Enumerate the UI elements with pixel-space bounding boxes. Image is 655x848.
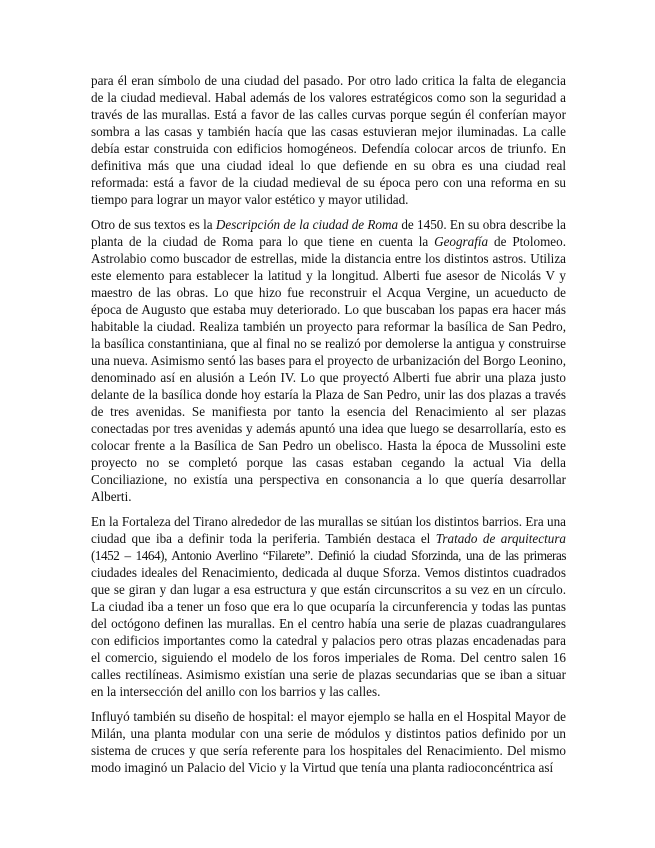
text-run-condensed: (1452 – 1464), Antonio Averlino “Filarete”. Definió la ciudad Sforzinda, una de las primeras [91, 548, 566, 563]
paragraph-1 [91, 72, 566, 208]
document-page [91, 72, 566, 784]
text-run: En la Fortaleza del Tirano alrededor de las murallas se sitúan los distintos barrios. Era una ciudad que iba a definir toda la periferia. También destaca el [91, 514, 566, 546]
italic-title-tratado: Tratado de arquitectura [435, 531, 566, 546]
italic-title-descripcion: Descripción de la ciudad de Roma [215, 217, 399, 232]
text-run: Influyó también su diseño de hospital: el mayor ejemplo se halla en el Hospital Mayor de Milán, una planta modular con una serie de módulos y distintos patios definido por un sistema de cruces y que sería referente para los hospitales del Renacimiento. Del mismo modo imaginó un Palacio del Vicio y la Virtud que tenía una planta radioconcéntrica así [91, 709, 566, 775]
text-run: de Ptolomeo. Astrolabio como buscador de estrellas, mide la distancia entre los distintos astros. Utiliza este elemento para establecer la latitud y la longitud. Alberti fue asesor de Nicolás V y maestro de las obras. Lo que hizo fue reconstruir el Acqua Vergine, un acueducto de época de Augusto que estaba muy deteriorado. Lo que buscaban los papas era hacer más habitable la ciudad. Realiza también un proyecto para reformar la basílica de San Pedro, la basílica constantiniana, que al final no se realizó por demolerse la antigua y construirse una nueva. Asimismo sentó las bases para el proyecto de urbanización del Borgo Leonino, denominado así en alusión a León IV. Lo que proyectó Alberti fue abrir una plaza justo delante de la basílica donde hoy estaría la Plaza de San Pedro, unir las dos plazas a través de tres avenidas. Se manifiesta por tanto la esencia del Renacimiento al ser plazas conectadas por tres avenidas y además apuntó una idea que luego se desarrollaría, esto es colocar frente a la Basílica de San Pedro un obelisco. Hasta la época de Mussolini este proyecto no se completó porque las casas estaban cegando la actual Via della Conciliazione, no existía una perspectiva en consonancia a lo que quería desarrollar Alberti. [91, 234, 566, 504]
text-run: para él eran símbolo de una ciudad del pasado. Por otro lado critica la falta de elegancia de la ciudad medieval. Habal además de los valores estratégicos como son la seguridad a través de las murallas. Está a favor de las calles curvas porque según él conferían mayor sombra a las casas y también hacía que las casas estuvieran mejor iluminadas. La calle debía estar construida con edificios homogéneos. Defendía colocar arcos de triunfo. En definitiva más que una ciudad ideal lo que defiende en su obra es una ciudad real reformada: está a favor de la ciudad medieval de su época pero con una reforma en su tiempo para lograr un mayor valor estético y mayor utilidad. [91, 73, 566, 207]
italic-title-geografia: Geografía [434, 234, 489, 249]
text-run: de 1450. En su obra describe la planta de la ciudad de Roma para lo que tiene en cuenta la [91, 217, 566, 249]
paragraph-2 [91, 216, 566, 505]
text-run: Otro de sus textos es la [91, 217, 216, 232]
paragraph-3 [91, 513, 566, 700]
text-run: ciudades ideales del Renacimiento, dedicada al duque Sforza. Vemos distintos cuadrados que se giran y dan lugar a esa estructura y que están circunscritos a su vez en un círculo. La ciudad iba a tener un foso que era lo que ocuparía la circunferencia y todas las puntas del octógono definen las murallas. En el centro había una serie de plazas cuadrangulares con edificios importantes como la catedral y palacios pero otras plazas encadenadas para el comercio, siguiendo el modelo de los foros imperiales de Roma. Del centro salen 16 calles rectilíneas. Asimismo existían una serie de plazas secundarias que se iban a situar en la intersección del anillo con los barrios y las calles. [91, 565, 566, 699]
paragraph-4 [91, 708, 566, 776]
